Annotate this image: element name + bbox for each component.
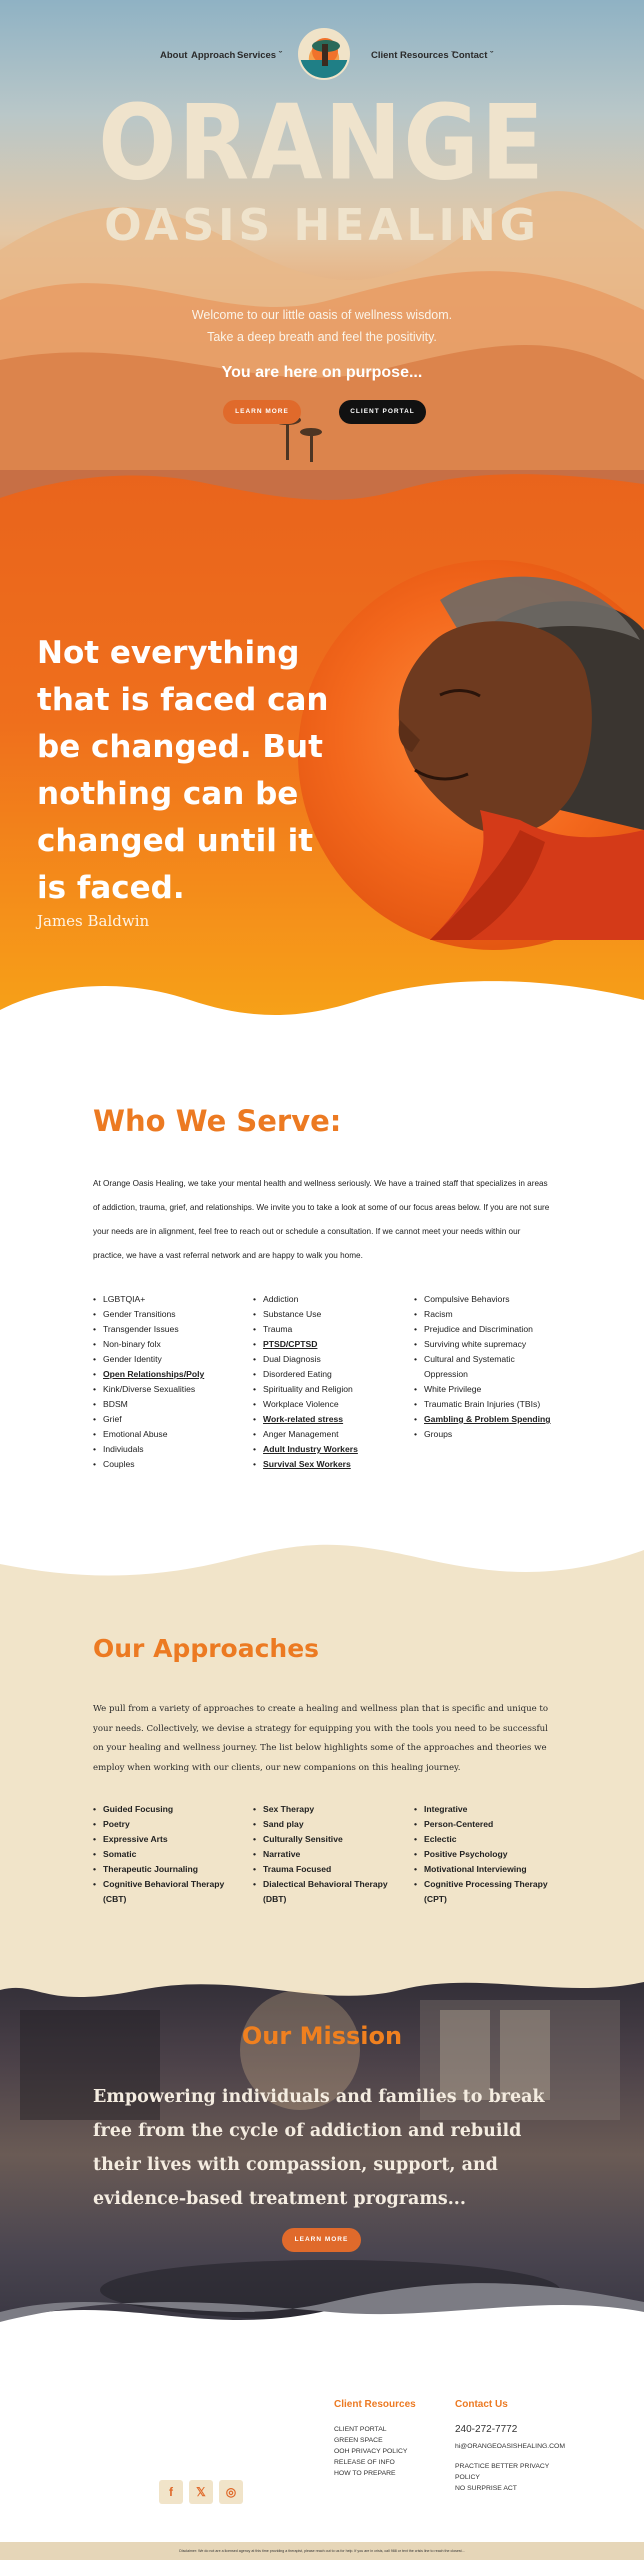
approach-list-item [253, 1817, 403, 1832]
footer-link[interactable]: PRACTICE BETTER PRIVACY [455, 2463, 550, 2470]
approach-list-item [253, 1832, 403, 1847]
approaches-intro: We pull from a variety of approaches to create a healing and wellness plan that is specific and unique to your needs. Collectively, we devise a strategy for equipping you with the tools you need to be successful on your healing and wellness journey. The list below highlights some of the approaches and theories we employ when working with our clients, our new companions on this healing journey. [93, 1704, 549, 1773]
who-we-serve-section [0, 1020, 644, 1540]
nav-approach[interactable]: Approach [191, 50, 236, 61]
serve-list-item-label: Transgender Issues [103, 1324, 179, 1334]
welcome-text [0, 304, 644, 348]
approach-list-item-label: Culturally Sensitive [263, 1834, 343, 1844]
serve-list-item [253, 1382, 403, 1397]
approach-list-item-label: Dialectical Behavioral Therapy (DBT) [263, 1879, 388, 1904]
serve-list-item-label: Compulsive Behaviors [424, 1294, 510, 1304]
serve-list-item-label: Surviving white supremacy [424, 1339, 527, 1349]
approach-list-item-label: Therapeutic Journaling [103, 1864, 199, 1874]
footer-contact-title: Contact Us [455, 2399, 508, 2410]
hero-title [0, 83, 644, 252]
approach-list-item-label: Cognitive Processing Therapy (CPT) [424, 1879, 548, 1904]
approach-list-col1 [93, 1802, 243, 1907]
approach-list-item [414, 1802, 554, 1817]
serve-list-item-label: Gender Identity [103, 1354, 162, 1364]
serve-list-item [253, 1367, 403, 1382]
quote-section [0, 470, 644, 1030]
footer-link[interactable]: CLIENT PORTAL [334, 2426, 387, 2433]
serve-list-item-label: Disordered Eating [263, 1369, 332, 1379]
serve-list-item [93, 1382, 243, 1397]
serve-list-item [93, 1442, 243, 1457]
footer-link[interactable]: POLICY [455, 2474, 480, 2481]
serve-list-item-label: Anger Management [263, 1429, 339, 1439]
serve-list-item [93, 1352, 243, 1367]
serve-list-item [253, 1322, 403, 1337]
x-icon[interactable]: 𝕏 [189, 2480, 213, 2504]
approach-list-item-label: Narrative [263, 1849, 301, 1859]
nav-about[interactable]: About [160, 50, 188, 61]
approach-list-item [414, 1817, 554, 1832]
serve-list-item [93, 1427, 243, 1442]
footer-client-resources-title: Client Resources [334, 2399, 416, 2410]
approaches-title: Our Approaches [93, 1634, 320, 1663]
serve-list-item-label: Couples [103, 1459, 135, 1469]
serve-list-item [93, 1292, 243, 1307]
serve-list-item-label: Workplace Violence [263, 1399, 339, 1409]
serve-list-col1 [93, 1292, 243, 1472]
serve-list-col2 [253, 1292, 403, 1472]
footer-link[interactable]: GREEN SPACE [334, 2437, 383, 2444]
approach-list-item [93, 1817, 243, 1832]
approach-list-item [93, 1877, 243, 1907]
purpose-heading: You are here on purpose... [221, 364, 423, 381]
approach-list-item-label: Somatic [103, 1849, 137, 1859]
serve-list-item [93, 1322, 243, 1337]
welcome-line2: Take a deep breath and feel the positivity. [207, 330, 437, 344]
wave-divider-approach [0, 1540, 644, 1580]
approach-list-item-label: Integrative [424, 1804, 468, 1814]
nav-contact[interactable]: Contact ˇ [452, 50, 494, 61]
serve-list-item[interactable] [253, 1337, 403, 1352]
client-portal-button[interactable]: CLIENT PORTAL [339, 400, 426, 424]
approaches-section [0, 1540, 644, 1970]
serve-list-item [414, 1397, 554, 1412]
approach-list-item [414, 1847, 554, 1862]
serve-list-item-label[interactable]: Adult Industry Workers [263, 1444, 358, 1454]
footer-email[interactable]: hi@ORANGEOASISHEALING.COM [455, 2443, 566, 2450]
serve-list-item [93, 1337, 243, 1352]
serve-list-item [93, 1397, 243, 1412]
serve-list-item [253, 1397, 403, 1412]
approach-list-item-label: Trauma Focused [263, 1864, 332, 1874]
quote-text: Not everything that is faced can be changed. But nothing can be changed until it is faced. [37, 635, 329, 906]
serve-list-item-label: Indiviudals [103, 1444, 144, 1454]
footer-contact-list [455, 2461, 549, 2494]
serve-list-item-label[interactable]: Gambling & Problem Spending [424, 1414, 551, 1424]
serve-list-item-label: Spirituality and Religion [263, 1384, 353, 1394]
serve-list-item-label: Traumatic Brain Injuries (TBIs) [424, 1399, 541, 1409]
approach-list-item-label: Eclectic [424, 1834, 457, 1844]
serve-list-item-label: Cultural and Systematic Oppression [424, 1354, 515, 1379]
quote-author: James Baldwin [37, 912, 150, 930]
approach-list-item [253, 1862, 403, 1877]
footer-link[interactable]: NO SURPRISE ACT [455, 2485, 517, 2492]
serve-list-item[interactable] [93, 1367, 243, 1382]
approach-list-item [253, 1877, 403, 1907]
serve-list-item[interactable] [253, 1412, 403, 1427]
footer-link[interactable]: OOH PRIVACY POLICY [334, 2448, 408, 2455]
serve-list-item-label: Racism [424, 1309, 453, 1319]
serve-list-item-label[interactable]: Open Relationships/Poly [103, 1369, 205, 1379]
serve-list-item[interactable] [253, 1442, 403, 1457]
footer-client-resources-list [334, 2424, 407, 2479]
mission-title: Our Mission [241, 2022, 403, 2050]
serve-list-item-label: BDSM [103, 1399, 128, 1409]
serve-list-item [414, 1427, 554, 1442]
serve-list-item-label: Non-binary folx [103, 1339, 161, 1349]
serve-list-item-label[interactable]: Work-related stress [263, 1414, 344, 1424]
serve-list-col3 [414, 1292, 554, 1442]
hero-title-line2: OASIS HEALING [104, 200, 540, 251]
approach-list-item-label: Poetry [103, 1819, 130, 1829]
serve-list-item [414, 1322, 554, 1337]
approach-list-item [414, 1877, 554, 1907]
serve-list-item-label: Addiction [263, 1294, 299, 1304]
instagram-icon[interactable]: ◎ [219, 2480, 243, 2504]
serve-list-item-label: Substance Use [263, 1309, 322, 1319]
serve-list-item-label: Groups [424, 1429, 453, 1439]
serve-list-item-label: White Privilege [424, 1384, 482, 1394]
approach-list-item-label: Guided Focusing [103, 1804, 174, 1814]
serve-list-item [414, 1292, 554, 1307]
footer [0, 2345, 644, 2560]
approach-list-item [93, 1832, 243, 1847]
serve-list-item-label: LGBTQIA+ [103, 1294, 146, 1304]
approach-list-item [93, 1847, 243, 1862]
serve-list-item[interactable] [253, 1457, 403, 1472]
hero-title-line1: ORANGE [98, 83, 546, 204]
serve-list-item-label[interactable]: PTSD/CPTSD [263, 1339, 318, 1349]
disclaimer-bar [0, 2542, 644, 2560]
learn-more-button[interactable]: LEARN MORE [223, 400, 301, 424]
approach-list-item-label: Cognitive Behavioral Therapy (CBT) [103, 1879, 225, 1904]
serve-list-item-label: Trauma [263, 1324, 293, 1334]
who-we-serve-title: Who We Serve: [93, 1104, 342, 1138]
disclaimer-text: Disclaimer: We do not are a licensed agency at this time providing a therapist, please reach out to us for help. If you are in crisis, call 988 or text the crisis line to reach the closest... [179, 2549, 465, 2553]
footer-phone[interactable]: 240-272-7772 [455, 2424, 518, 2435]
approach-list-item [253, 1802, 403, 1817]
serve-list-item [93, 1412, 243, 1427]
footer-link[interactable]: HOW TO PREPARE [334, 2470, 396, 2477]
approach-list-item-label: Expressive Arts [103, 1834, 168, 1844]
approach-list-col2 [253, 1802, 403, 1907]
serve-list-item [253, 1292, 403, 1307]
serve-list-item-label: Dual Diagnosis [263, 1354, 321, 1364]
serve-list-item [414, 1382, 554, 1397]
nav-client-resources[interactable]: Client Resources ˇ [371, 50, 455, 61]
serve-list-item [253, 1352, 403, 1367]
welcome-line1: Welcome to our little oasis of wellness wisdom. [191, 308, 453, 322]
approach-list-item [253, 1847, 403, 1862]
approach-list-col3 [414, 1802, 554, 1907]
mission-learn-more-button[interactable]: LEARN MORE [282, 2228, 361, 2252]
approach-list-item [93, 1862, 243, 1877]
serve-list-item-label: Kink/Diverse Sexualities [103, 1384, 196, 1394]
serve-list-item[interactable] [414, 1412, 554, 1427]
facebook-icon[interactable]: f [159, 2480, 183, 2504]
hero-section [0, 0, 644, 520]
logo-icon[interactable] [298, 28, 350, 80]
approach-list-item [414, 1862, 554, 1877]
mission-text: Empowering individuals and families to break free from the cycle of addiction and rebuild their lives with compassion, support, and evidence-based treatment programs... [93, 2087, 545, 2209]
serve-list-item-label: Gender Transitions [103, 1309, 176, 1319]
approach-list-item [414, 1832, 554, 1847]
approach-list-item-label: Sand play [263, 1819, 304, 1829]
serve-list-item-label: Emotional Abuse [103, 1429, 168, 1439]
serve-list-item [414, 1352, 554, 1382]
nav-services[interactable]: Services ˇ [237, 50, 282, 61]
approach-list-item-label: Positive Psychology [424, 1849, 508, 1859]
serve-list-item [93, 1457, 243, 1472]
approach-list-item-label: Motivational Interviewing [424, 1864, 527, 1874]
serve-list-item [253, 1307, 403, 1322]
mission-section [0, 1960, 644, 2350]
serve-list-item-label[interactable]: Survival Sex Workers [263, 1459, 351, 1469]
serve-list-item [253, 1427, 403, 1442]
serve-list-item [414, 1337, 554, 1352]
approach-list-item-label: Person-Centered [424, 1819, 494, 1829]
who-we-serve-intro: At Orange Oasis Healing, we take your mental health and wellness seriously. We have a trained staff that specializes in areas of addiction, trauma, grief, and relationships. We invite you to take a look at some of our focus areas below. If you are not sure your needs are in alignment, feel free to reach out or schedule a consultation. If we cannot meet your needs within our practice, we have a vast referral network and are happy to walk you home. [93, 1179, 550, 1260]
serve-list-item-label: Prejudice and Discrimination [424, 1324, 533, 1334]
serve-list-item [414, 1307, 554, 1322]
approach-list-item-label: Sex Therapy [263, 1804, 315, 1814]
footer-link[interactable]: RELEASE OF INFO [334, 2459, 395, 2466]
serve-list-item-label: Grief [103, 1414, 122, 1424]
serve-list-item [93, 1307, 243, 1322]
approach-list-item [93, 1802, 243, 1817]
